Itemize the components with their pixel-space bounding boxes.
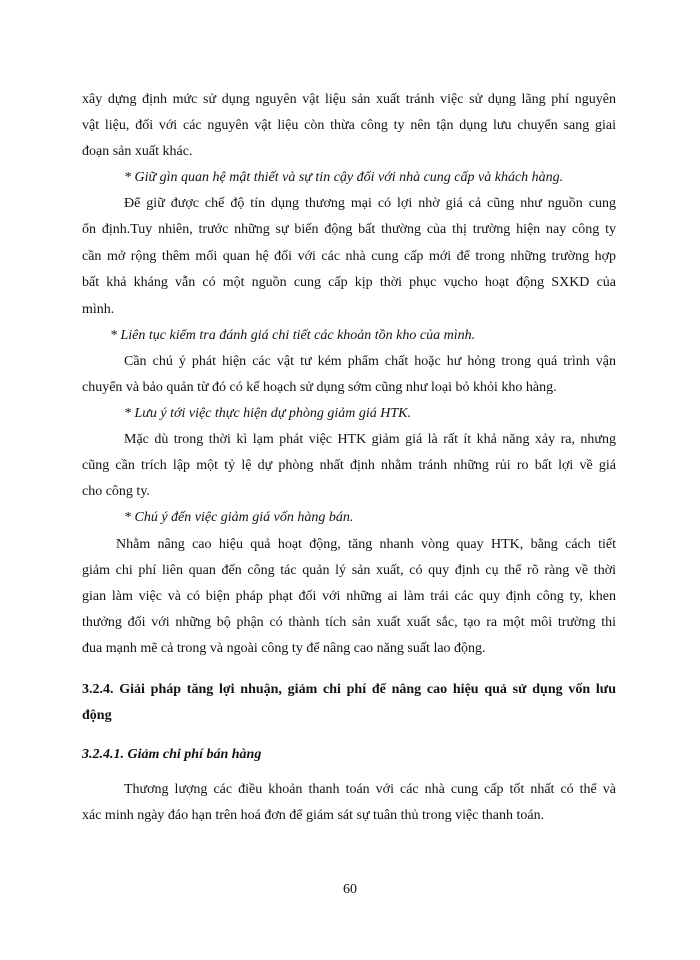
body-line: xây dựng định mức sử dụng nguyên vật liệu sản xuất tránh việc sử dụng lãng phí nguyên (82, 92, 616, 107)
body-line: Thương lượng các điều khoản thanh toán với các nhà cung cấp tốt nhất có thể và (124, 782, 616, 797)
section-heading-italic: * Chú ý đến việc giảm giá vốn hàng bán. (124, 510, 354, 525)
body-line: ổn định.Tuy nhiên, trước những sự biến động bất thường của thị trường hiện nay công ty (82, 222, 616, 237)
body-line: vật liệu, đối với các nguyên vật liệu còn thừa công ty nên tận dụng lưu chuyển sang giai (82, 118, 616, 133)
body-line: giảm chi phí liên quan đến công tác quản lý sản xuất, có quy định cụ thể rõ ràng về thời (82, 563, 616, 578)
body-line: cho công ty. (82, 484, 150, 499)
section-heading-italic: * Lưu ý tới việc thực hiện dự phòng giảm giá HTK. (124, 406, 412, 421)
body-line: Cần chú ý phát hiện các vật tư kém phẩm chất hoặc hư hỏng trong quá trình vận (124, 354, 616, 369)
section-heading-italic: * Giữ gìn quan hệ mật thiết và sự tin cậy đối với nhà cung cấp và khách hàng. (124, 170, 564, 185)
section-title: 3.2.4. Giải pháp tăng lợi nhuận, giảm chi phí để nâng cao hiệu quả sử dụng vốn lưu (82, 682, 616, 697)
page-number: 60 (343, 882, 357, 897)
body-line: Để giữ được chế độ tín dụng thương mại có lợi nhờ giá cả cũng như nguồn cung (124, 196, 616, 211)
body-line: cũng cần trích lập một tỷ lệ dự phòng nhất định nhằm tránh những rủi ro bất lợi về giá (82, 458, 616, 473)
body-line: xác minh ngày đáo hạn trên hoá đơn để giám sát sự tuân thủ trong việc thanh toán. (82, 808, 545, 823)
section-title: động (82, 708, 112, 723)
section-heading-italic: * Liên tục kiểm tra đánh giá chi tiết các khoản tồn kho của mình. (110, 328, 476, 343)
body-line: bất khả kháng vẫn có một nguồn cung cấp kịp thời phục vụcho hoạt động SXKD của (82, 275, 616, 290)
body-line: Mặc dù trong thời kì lạm phát việc HTK giảm giá là rất ít khả năng xảy ra, nhưng (124, 432, 616, 447)
body-line: mình. (82, 302, 115, 317)
body-line: đua mạnh mẽ cả trong và ngoài công ty để nâng cao năng suất lao động. (82, 641, 486, 656)
body-line: chuyển và bảo quản từ đó có kế hoạch sử dụng sớm cũng như loại bỏ khỏi kho hàng. (82, 380, 557, 395)
body-line: gian làm việc và có biện pháp phạt đối với những ai làm trái các quy định công ty, khen (82, 589, 616, 604)
body-line: thưởng đối với những bộ phận có thành tích sản xuất xuất sắc, tạo ra một môi trường thi (82, 615, 616, 630)
body-line: cần mở rộng thêm mối quan hệ đối với các nhà cung cấp mới để trong những trường hợp (82, 249, 616, 264)
body-line: Nhằm nâng cao hiệu quả hoạt động, tăng nhanh vòng quay HTK, bằng cách tiết (116, 537, 616, 552)
body-line: đoạn sản xuất khác. (82, 144, 193, 159)
subsection-title: 3.2.4.1. Giảm chi phí bán hàng (82, 747, 262, 762)
